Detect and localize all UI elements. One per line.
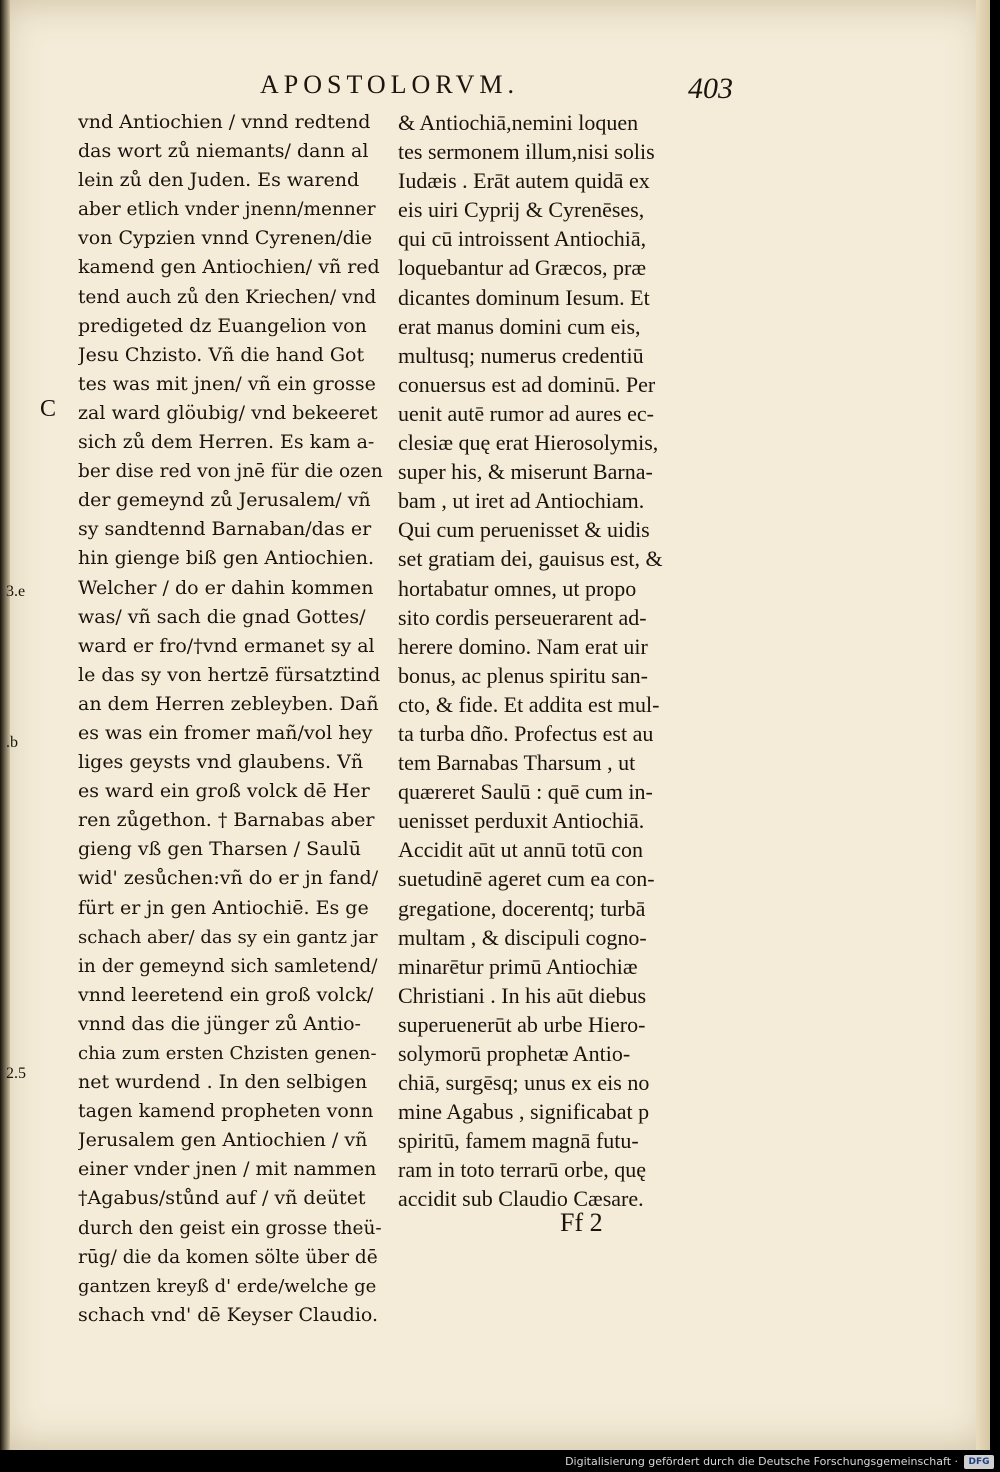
text-line: Christiani . In his aūt diebus <box>398 982 647 1008</box>
text-line: einer vnder jnen / mit nammen <box>78 1158 377 1181</box>
latin-text-column <box>398 108 718 1214</box>
text-line: dicantes dominum Iesum. Et <box>398 284 650 310</box>
text-line: mine Agabus , significabat p <box>398 1099 650 1125</box>
text-line: lein zů den Juden. Es warend <box>78 169 360 192</box>
text-line: kamend gen Antiochien/ vñ red <box>78 256 380 279</box>
text-line: es was ein fromer mañ/vol hey <box>78 721 373 744</box>
text-line: vnnd das die jünger zů Antio- <box>78 1012 361 1035</box>
text-line: vnnd leeretend ein groß volck/ <box>78 983 374 1006</box>
text-line: & Antiochiā,nemini loquen <box>398 110 639 135</box>
text-line: chiā, surgēsq; unus ex eis no <box>398 1070 650 1096</box>
text-line: multam , & discipuli cogno- <box>398 924 647 950</box>
text-line: suetudinē ageret cum ea con- <box>398 866 655 892</box>
text-line: tes sermonem illum,nisi solis <box>398 139 655 165</box>
text-line: ber dise red von jnē für die ozen <box>78 461 383 483</box>
text-line: quæreret Saulū : quē cum in- <box>398 779 653 805</box>
text-line: uenisset perduxit Antiochiā. <box>398 808 645 834</box>
text-line: durch den geist ein grosse theü- <box>78 1217 382 1239</box>
text-line: schach aber/ das sy ein gantz jar <box>78 926 378 948</box>
margin-note: 2.5 <box>6 1065 26 1082</box>
text-line: eis uiri Cyprij & Cyrenēses, <box>398 197 645 223</box>
text-line: in der gemeynd sich samletend/ <box>78 955 378 977</box>
text-line: bam , ut iret ad Antiochiam. <box>398 488 645 514</box>
text-line: Welcher / do er dahin kommen <box>78 576 374 599</box>
text-line: cto, & fide. Et addita est mul- <box>398 691 660 717</box>
margin-section-letter: C <box>40 396 57 422</box>
text-line: solymorū prophetæ Antio- <box>398 1041 631 1066</box>
funding-notice: Digitalisierung gefördert durch die Deutsche Forschungsgemeinschaft · <box>565 1455 958 1468</box>
text-line: an dem Herren zebleyben. Dañ <box>78 692 379 715</box>
text-line: sito cordis perseuerarent ad- <box>398 604 647 630</box>
text-line: wid' zesůchen:vñ do er jn fand/ <box>78 867 379 890</box>
footer-bar <box>0 1450 1000 1472</box>
text-line: conuersus est ad dominū. Per <box>398 371 656 397</box>
text-line: rūg/ die da komen sölte über dē <box>78 1246 378 1268</box>
page-number: 403 <box>688 72 733 105</box>
text-line: super his, & miserunt Barna- <box>398 459 653 485</box>
text-line: vnd Antiochien / vnnd redtend <box>78 111 371 133</box>
text-line: der gemeynd zů Jerusalem/ vñ <box>78 489 371 512</box>
text-line: gieng vß gen Tharsen / Saulū <box>78 838 361 861</box>
signature-mark: Ff 2 <box>560 1208 603 1237</box>
text-line: ren zůgethon. † Barnabas aber <box>78 809 375 832</box>
text-line: hortabatur omnes, ut propo <box>398 575 637 601</box>
text-line: aber etlich vnder jnenn/menner <box>78 199 376 221</box>
text-line: was/ vñ sach die gnad Gottes/ <box>78 605 366 628</box>
text-line: †Agabus/stůnd auf / vñ deütet <box>78 1187 366 1210</box>
text-line: ward er fro/†vnd ermanet sy al <box>78 634 375 657</box>
text-line: tes was mit jnen/ vñ ein grosse <box>78 372 376 395</box>
text-line: spiritū, famem magnā futu- <box>398 1128 639 1154</box>
page-edge <box>976 0 990 1450</box>
text-line: sy sandtennd Barnaban/das er <box>78 518 372 541</box>
text-line: set gratiam dei, gauisus est, & <box>398 546 663 572</box>
text-line: uenit autē rumor ad aures ec- <box>398 400 654 426</box>
text-line: das wort zů niemants/ dann al <box>78 140 369 163</box>
text-line: Jesu Chzisto. Vñ die hand Got <box>78 343 365 366</box>
text-line: minarētur primū Antiochiæ <box>398 953 638 979</box>
margin-note: 3.e <box>6 583 26 600</box>
text-line: tagen kamend propheten vonn <box>78 1100 374 1123</box>
text-line: Accidit aūt ut annū totū con <box>398 837 643 863</box>
text-line: von Cypzien vnnd Cyrenen/die <box>78 227 373 250</box>
text-line: liges geysts vnd glaubens. Vñ <box>78 751 364 774</box>
german-text-column <box>78 108 383 1330</box>
text-line: schach vnd' dē Keyser Claudio. <box>78 1303 379 1326</box>
running-head: APOSTOLORVM. <box>260 70 519 99</box>
text-line: ram in toto terrarū orbe, quę <box>398 1157 647 1183</box>
text-line: herere domino. Nam erat uir <box>398 633 648 659</box>
gutter-shadow <box>0 0 10 1450</box>
margin-note: .b <box>6 734 18 751</box>
text-line: fürt er jn gen Antiochiē. Es ge <box>78 896 369 919</box>
text-line: tem Barnabas Tharsum , ut <box>398 750 636 776</box>
text-line: loquebantur ad Græcos, præ <box>398 255 647 281</box>
text-line: erat manus domini cum eis, <box>398 313 641 339</box>
text-line: ta turba dño. Profectus est au <box>398 720 654 746</box>
text-line: accidit sub Claudio Cæsare. <box>398 1186 644 1212</box>
text-line: predigeted dz Euangelion von <box>78 314 367 337</box>
text-line: zal ward glöubig/ vnd bekeeret <box>78 401 378 424</box>
text-line: superuenerūt ab urbe Hiero- <box>398 1011 646 1037</box>
text-line: bonus, ac plenus spiritu san- <box>398 662 648 688</box>
text-line: Jerusalem gen Antiochien / vñ <box>78 1129 368 1152</box>
text-line: qui cū introissent Antiochiā, <box>398 226 647 252</box>
text-line: clesiæ quę erat Hierosolymis, <box>398 430 659 456</box>
text-line: net wurdend . In den selbigen <box>78 1071 368 1094</box>
text-line: gregatione, docerentq; turbā <box>398 895 646 921</box>
text-line: sich zů dem Herren. Es kam a- <box>78 431 375 454</box>
text-line: hin gienge biß gen Antiochien. <box>78 547 374 570</box>
text-line: Iudæis . Erāt autem quidā ex <box>398 168 650 194</box>
text-line: le das sy von hertzē fürsatztind <box>78 663 381 686</box>
text-line: es ward ein groß volck dē Her <box>78 780 370 803</box>
text-line: gantzen kreyß d' erde/welche ge <box>78 1275 377 1297</box>
text-line: multusq; numerus credentiū <box>398 342 644 368</box>
text-line: Qui cum peruenisset & uidis <box>398 517 650 543</box>
text-line: tend auch zů den Kriechen/ vnd <box>78 286 377 308</box>
text-line: chia zum ersten Chzisten genen- <box>78 1043 377 1064</box>
dfg-logo: DFG <box>964 1455 994 1469</box>
